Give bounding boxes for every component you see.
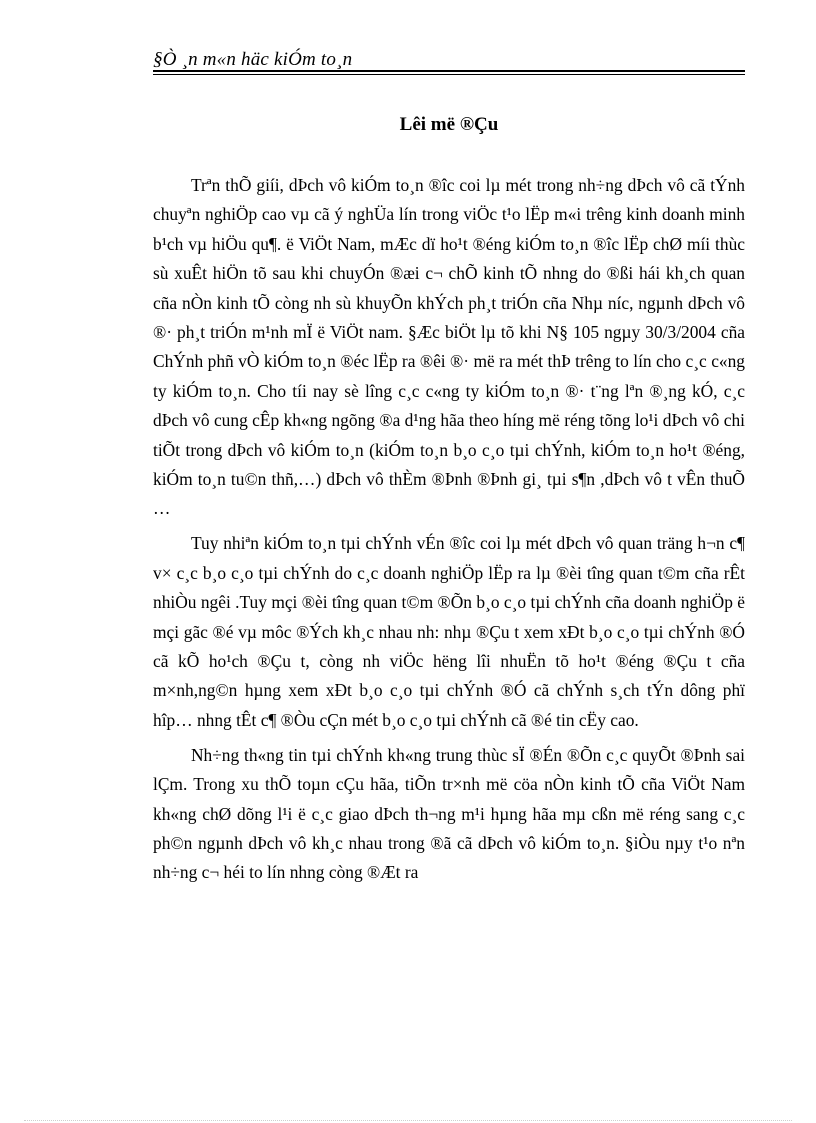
- header-rule-thick: [153, 70, 745, 72]
- paragraph-1: Trªn thÕ giíi, dÞch vô kiÓm to¸n ®îc coi lµ mét trong nh÷ng dÞch vô cã tÝnh chuyªn nghiÖp cao vµ cã ý nghÜa lín trong viÖc t¹o lËp m«i trêng kinh doanh minh b¹ch vµ hiÖu qu¶. ë ViÖt Nam, mÆc dï ho¹t ®éng kiÓm to¸n ®îc lËp chØ míi thùc sù xuÊt hiÖn tõ sau khi chuyÓn ®æi c¬ chÕ kinh tÕ nhng do ®ßi hái kh¸ch quan cña nÒn kinh tÕ còng nh sù khuyÕn khÝch ph¸t triÓn cña Nhµ níc, ngµnh dÞch vô ®· ph¸t triÓn m¹nh mÏ ë ViÖt nam. §Æc biÖt lµ tõ khi N§ 105 ngµy 30/3/2004 cña ChÝnh phñ vÒ kiÓm to¸n ®éc lËp ra ®êi ®· më ra mét thÞ trêng to lín cho c¸c c«ng ty kiÓm to¸n. Cho tíi nay sè lîng c¸c c«ng ty kiÓm to¸n ®· t¨ng lªn ®¸ng kÓ, c¸c dÞch vô cung cÊp kh«ng ngõng ®a d¹ng hãa theo híng më réng tõng lo¹i dÞch vô chi tiÕt trong dÞch vô kiÓm to¸n (kiÓm to¸n b¸o c¸o tµi chÝnh, kiÓm to¸n ho¹t ®éng, kiÓm to¸n tu©n thñ,…) dÞch vô thÈm ®Þnh ®Þnh gi¸ tµi s¶n ,dÞch vô t vÊn thuÕ …: [153, 175, 745, 519]
- header-rule-thin: [153, 74, 745, 75]
- running-header: [153, 50, 745, 74]
- running-header-title: §Ò ¸n m«n häc kiÓm to¸n: [153, 49, 353, 70]
- page-bottom-divider: [24, 1120, 792, 1121]
- document-body: [153, 171, 745, 893]
- document-title: Lêi më ®Çu: [399, 114, 499, 135]
- paragraph-2: Tuy nhiªn kiÓm to¸n tµi chÝnh vÉn ®îc coi lµ mét dÞch vô quan träng h¬n c¶ v× c¸c b¸o c¸o tµi chÝnh do c¸c doanh nghiÖp lËp ra lµ ®èi tîng quan t©m cña rÊt nhiÒu ngêi .Tuy mçi ®èi tîng quan t©m ®Õn b¸o c¸o tµi chÝnh cña doanh nghiÖp ë mçi gãc ®é vµ môc ®Ých kh¸c nhau nh: nhµ ®Çu t xem xÐt b¸o c¸o tµi chÝnh ®Ó cã kÕ ho¹ch ®Çu t, còng nh viÖc hëng lîi nhuËn tõ ho¹t ®éng ®Çu t cña m×nh,ng©n hµng xem xÐt b¸o c¸o tµi chÝnh ®Ó cã chÝnh s¸ch tÝn dông phï hîp… nhng tÊt c¶ ®Òu cÇn mét b¸o c¸o tµi chÝnh cã ®é tin cËy cao.: [153, 533, 745, 730]
- paragraph-3: Nh÷ng th«ng tin tµi chÝnh kh«ng trung thùc sÏ ®Én ®Õn c¸c quyÕt ®Þnh sai lÇm. Trong xu thÕ toµn cÇu hãa, tiÕn tr×nh më cöa nÒn kinh tÕ cña ViÖt Nam kh«ng chØ dõng l¹i ë c¸c giao dÞch th¬ng m¹i hµng hãa mµ cßn më réng sang c¸c ph©n ngµnh dÞch vô kh¸c nhau trong ®ã cã dÞch vô kiÓm to¸n. §iÒu nµy t¹o nªn nh÷ng c¬ héi to lín nhng còng ®Æt ra: [153, 744, 745, 883]
